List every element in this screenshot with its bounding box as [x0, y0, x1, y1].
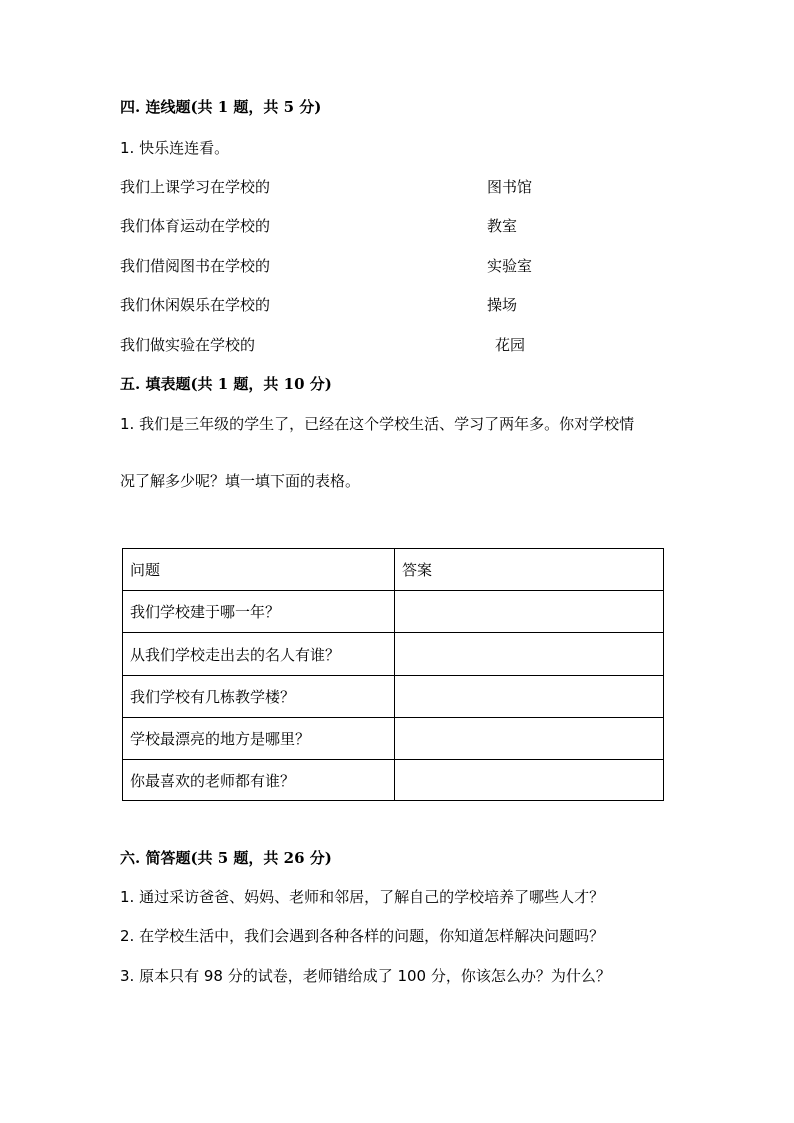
matching-right-item: 实验室	[487, 257, 533, 275]
short-answer-question: 1. 通过采访爸爸、妈妈、老师和邻居，了解自己的学校培养了哪些人才？	[120, 888, 605, 906]
matching-right-item: 花园	[495, 336, 526, 354]
section-heading-matching: 四. 连线题(共 1 题，共 5 分)	[120, 98, 322, 116]
matching-left-item: 我们上课学习在学校的	[120, 178, 271, 196]
matching-left-item: 我们借阅图书在学校的	[120, 257, 271, 275]
short-answer-question: 2. 在学校生活中，我们会遇到各种各样的问题，你知道怎样解决问题吗？	[120, 927, 605, 945]
section-heading-short-answer: 六. 简答题(共 5 题，共 26 分)	[120, 849, 332, 867]
table-header-answer: 答案	[402, 561, 433, 579]
table-cell-answer[interactable]	[395, 760, 663, 800]
matching-right-item: 图书馆	[487, 178, 533, 196]
school-info-table	[122, 548, 664, 801]
matching-question: 1. 快乐连连看。	[120, 139, 230, 157]
table-row	[123, 633, 663, 676]
table-cell-question: 学校最漂亮的地方是哪里？	[123, 718, 395, 759]
table-row	[123, 718, 663, 760]
table-cell-question: 我们学校建于哪一年？	[123, 591, 395, 632]
table-row	[123, 591, 663, 633]
table-cell-answer[interactable]	[395, 591, 663, 632]
table-row	[123, 760, 663, 800]
table-cell-question: 你最喜欢的老师都有谁？	[123, 760, 395, 800]
table-header-row	[123, 549, 663, 591]
table-cell-question: 从我们学校走出去的名人有谁？	[123, 633, 395, 675]
table-cell-answer[interactable]	[395, 718, 663, 759]
table-cell-answer[interactable]	[395, 676, 663, 717]
table-cell-answer[interactable]	[395, 633, 663, 675]
matching-right-item: 操场	[487, 296, 518, 314]
section-heading-table: 五. 填表题(共 1 题，共 10 分)	[120, 375, 332, 393]
table-question-line1: 1. 我们是三年级的学生了，已经在这个学校生活、学习了两年多。你对学校情	[120, 415, 635, 433]
table-header-question: 问题	[123, 549, 395, 590]
table-question-line2: 况了解多少呢？填一填下面的表格。	[120, 472, 361, 490]
matching-left-item: 我们体育运动在学校的	[120, 217, 271, 235]
table-cell-question: 我们学校有几栋教学楼？	[123, 676, 395, 717]
matching-right-item: 教室	[487, 217, 518, 235]
short-answer-question: 3. 原本只有 98 分的试卷，老师错给成了 100 分，你该怎么办？为什么？	[120, 967, 611, 985]
matching-left-item: 我们休闲娱乐在学校的	[120, 296, 271, 314]
matching-left-item: 我们做实验在学校的	[120, 336, 256, 354]
table-row	[123, 676, 663, 718]
